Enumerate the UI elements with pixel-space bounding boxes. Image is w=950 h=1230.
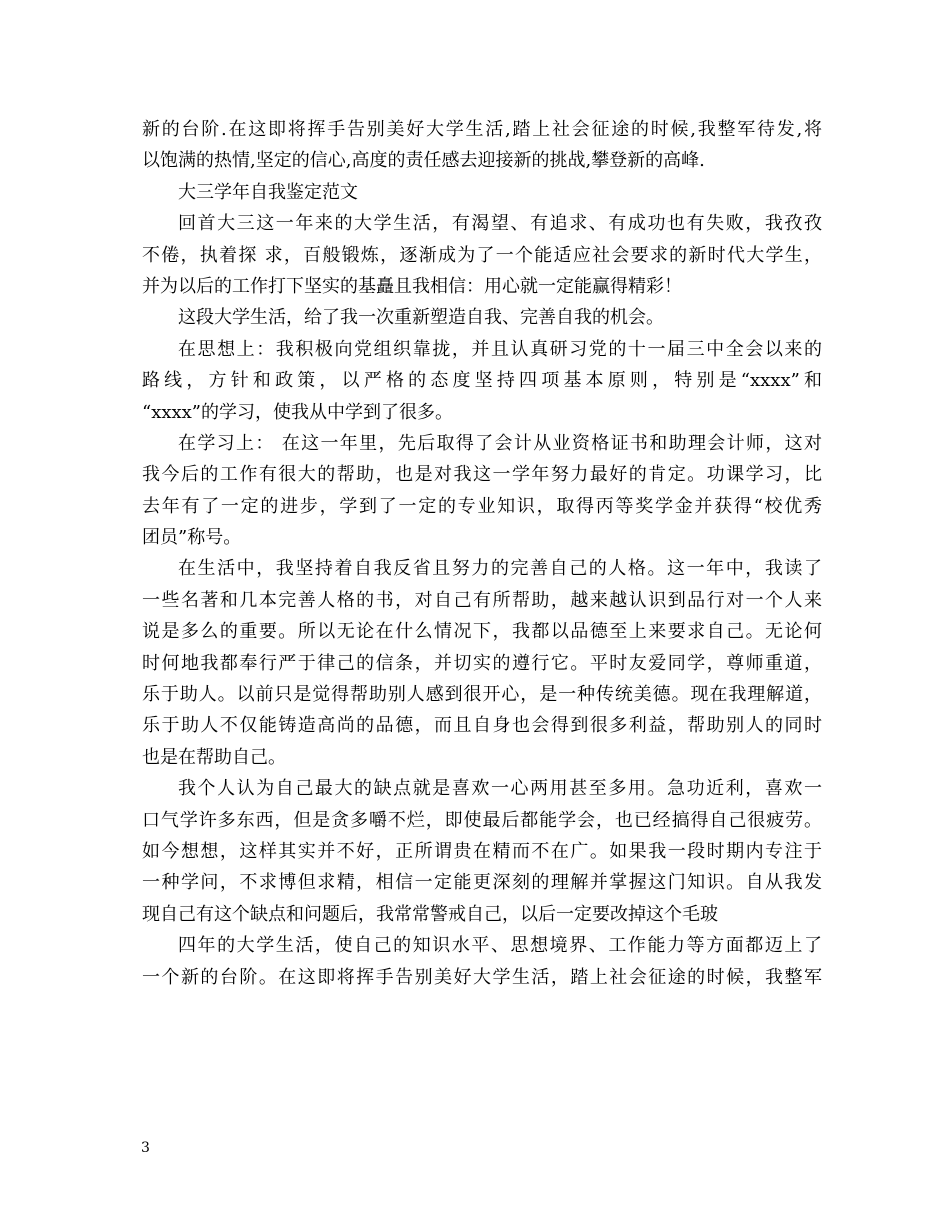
text-line: 回首大三这一年来的大学生活，有渴望、有追求、有成功也有失败，我孜孜 [178, 213, 822, 235]
text-line: 以饱满的热情,坚定的信心,高度的责任感去迎接新的挑战,攀登新的高峰. [142, 150, 705, 172]
text-line: 这段大学生活，给了我一次重新塑造自我、完善自我的机会。 [178, 307, 664, 329]
text-line: 时何地我都奉行严于律己的信条，并切实的遵行它。平时友爱同学，尊师重道， [142, 652, 822, 674]
text-line: “xxxx”的学习，使我从中学到了很多。 [142, 401, 454, 423]
text-line: 我个人认为自己最大的缺点就是喜欢一心两用甚至多用。急功近利，喜欢一 [178, 778, 822, 800]
document-body [142, 114, 822, 993]
text-line: 说是多么的重要。所以无论在什么情况下，我都以品德至上来要求自己。无论何 [142, 621, 822, 643]
text-line: 一个新的台阶。在这即将挥手告别美好大学生活，踏上社会征途的时候，我整军 [142, 966, 822, 988]
text-line: 团员”称号。 [142, 527, 242, 549]
text-line: 路线，方针和政策，以严格的态度坚持四项基本原则，特别是“xxxx”和 [142, 370, 822, 392]
text-line: 新的台阶.在这即将挥手告别美好大学生活,踏上社会征途的时候,我整军待发,将 [142, 119, 822, 140]
text-line: 在思想上：我积极向党组织靠拢，并且认真研习党的十一届三中全会以来的 [178, 338, 822, 360]
page-number: 3 [141, 1140, 150, 1156]
text-line: 乐于助人。以前只是觉得帮助别人感到很开心，是一种传统美德。现在我理解道， [142, 684, 822, 706]
text-line: 不倦，执着探 求，百般锻炼，逐渐成为了一个能适应社会要求的新时代大学生， [142, 244, 822, 266]
text-line: 四年的大学生活，使自己的知识水平、思想境界、工作能力等方面都迈上了 [178, 935, 822, 957]
text-line: 大三学年自我鉴定范文 [178, 181, 358, 203]
text-line: 乐于助人不仅能铸造高尚的品德，而且自身也会得到很多利益，帮助别人的同时 [142, 715, 822, 737]
text-line: 一种学问，不求博但求精，相信一定能更深刻的理解并掌握这门知识。自从我发 [142, 872, 822, 894]
text-line: 也是在帮助自己。 [142, 746, 286, 768]
text-line: 口气学许多东西，但是贪多嚼不烂，即使最后都能学会，也已经搞得自己很疲劳。 [142, 809, 822, 831]
text-line: 如今想想，这样其实并不好，正所谓贵在精而不在广。如果我一段时期内专注于 [142, 840, 822, 862]
text-line: 并为以后的工作打下坚实的基矗且我相信：用心就一定能赢得精彩！ [142, 275, 682, 297]
text-line: 在学习上： 在这一年里，先后取得了会计从业资格证书和助理会计师，这对 [178, 432, 822, 454]
text-line: 一些名著和几本完善人格的书，对自己有所帮助，越来越认识到品行对一个人来 [142, 589, 822, 611]
text-line: 去年有了一定的进步，学到了一定的专业知识，取得丙等奖学金并获得“校优秀 [142, 495, 822, 517]
text-line: 现自己有这个缺点和问题后，我常常警戒自己，以后一定要改掉这个毛玻 [142, 903, 718, 925]
text-line: 我今后的工作有很大的帮助，也是对我这一学年努力最好的肯定。功课学习，比 [142, 464, 822, 486]
text-line: 在生活中，我坚持着自我反省且努力的完善自己的人格。这一年中，我读了 [178, 558, 822, 580]
